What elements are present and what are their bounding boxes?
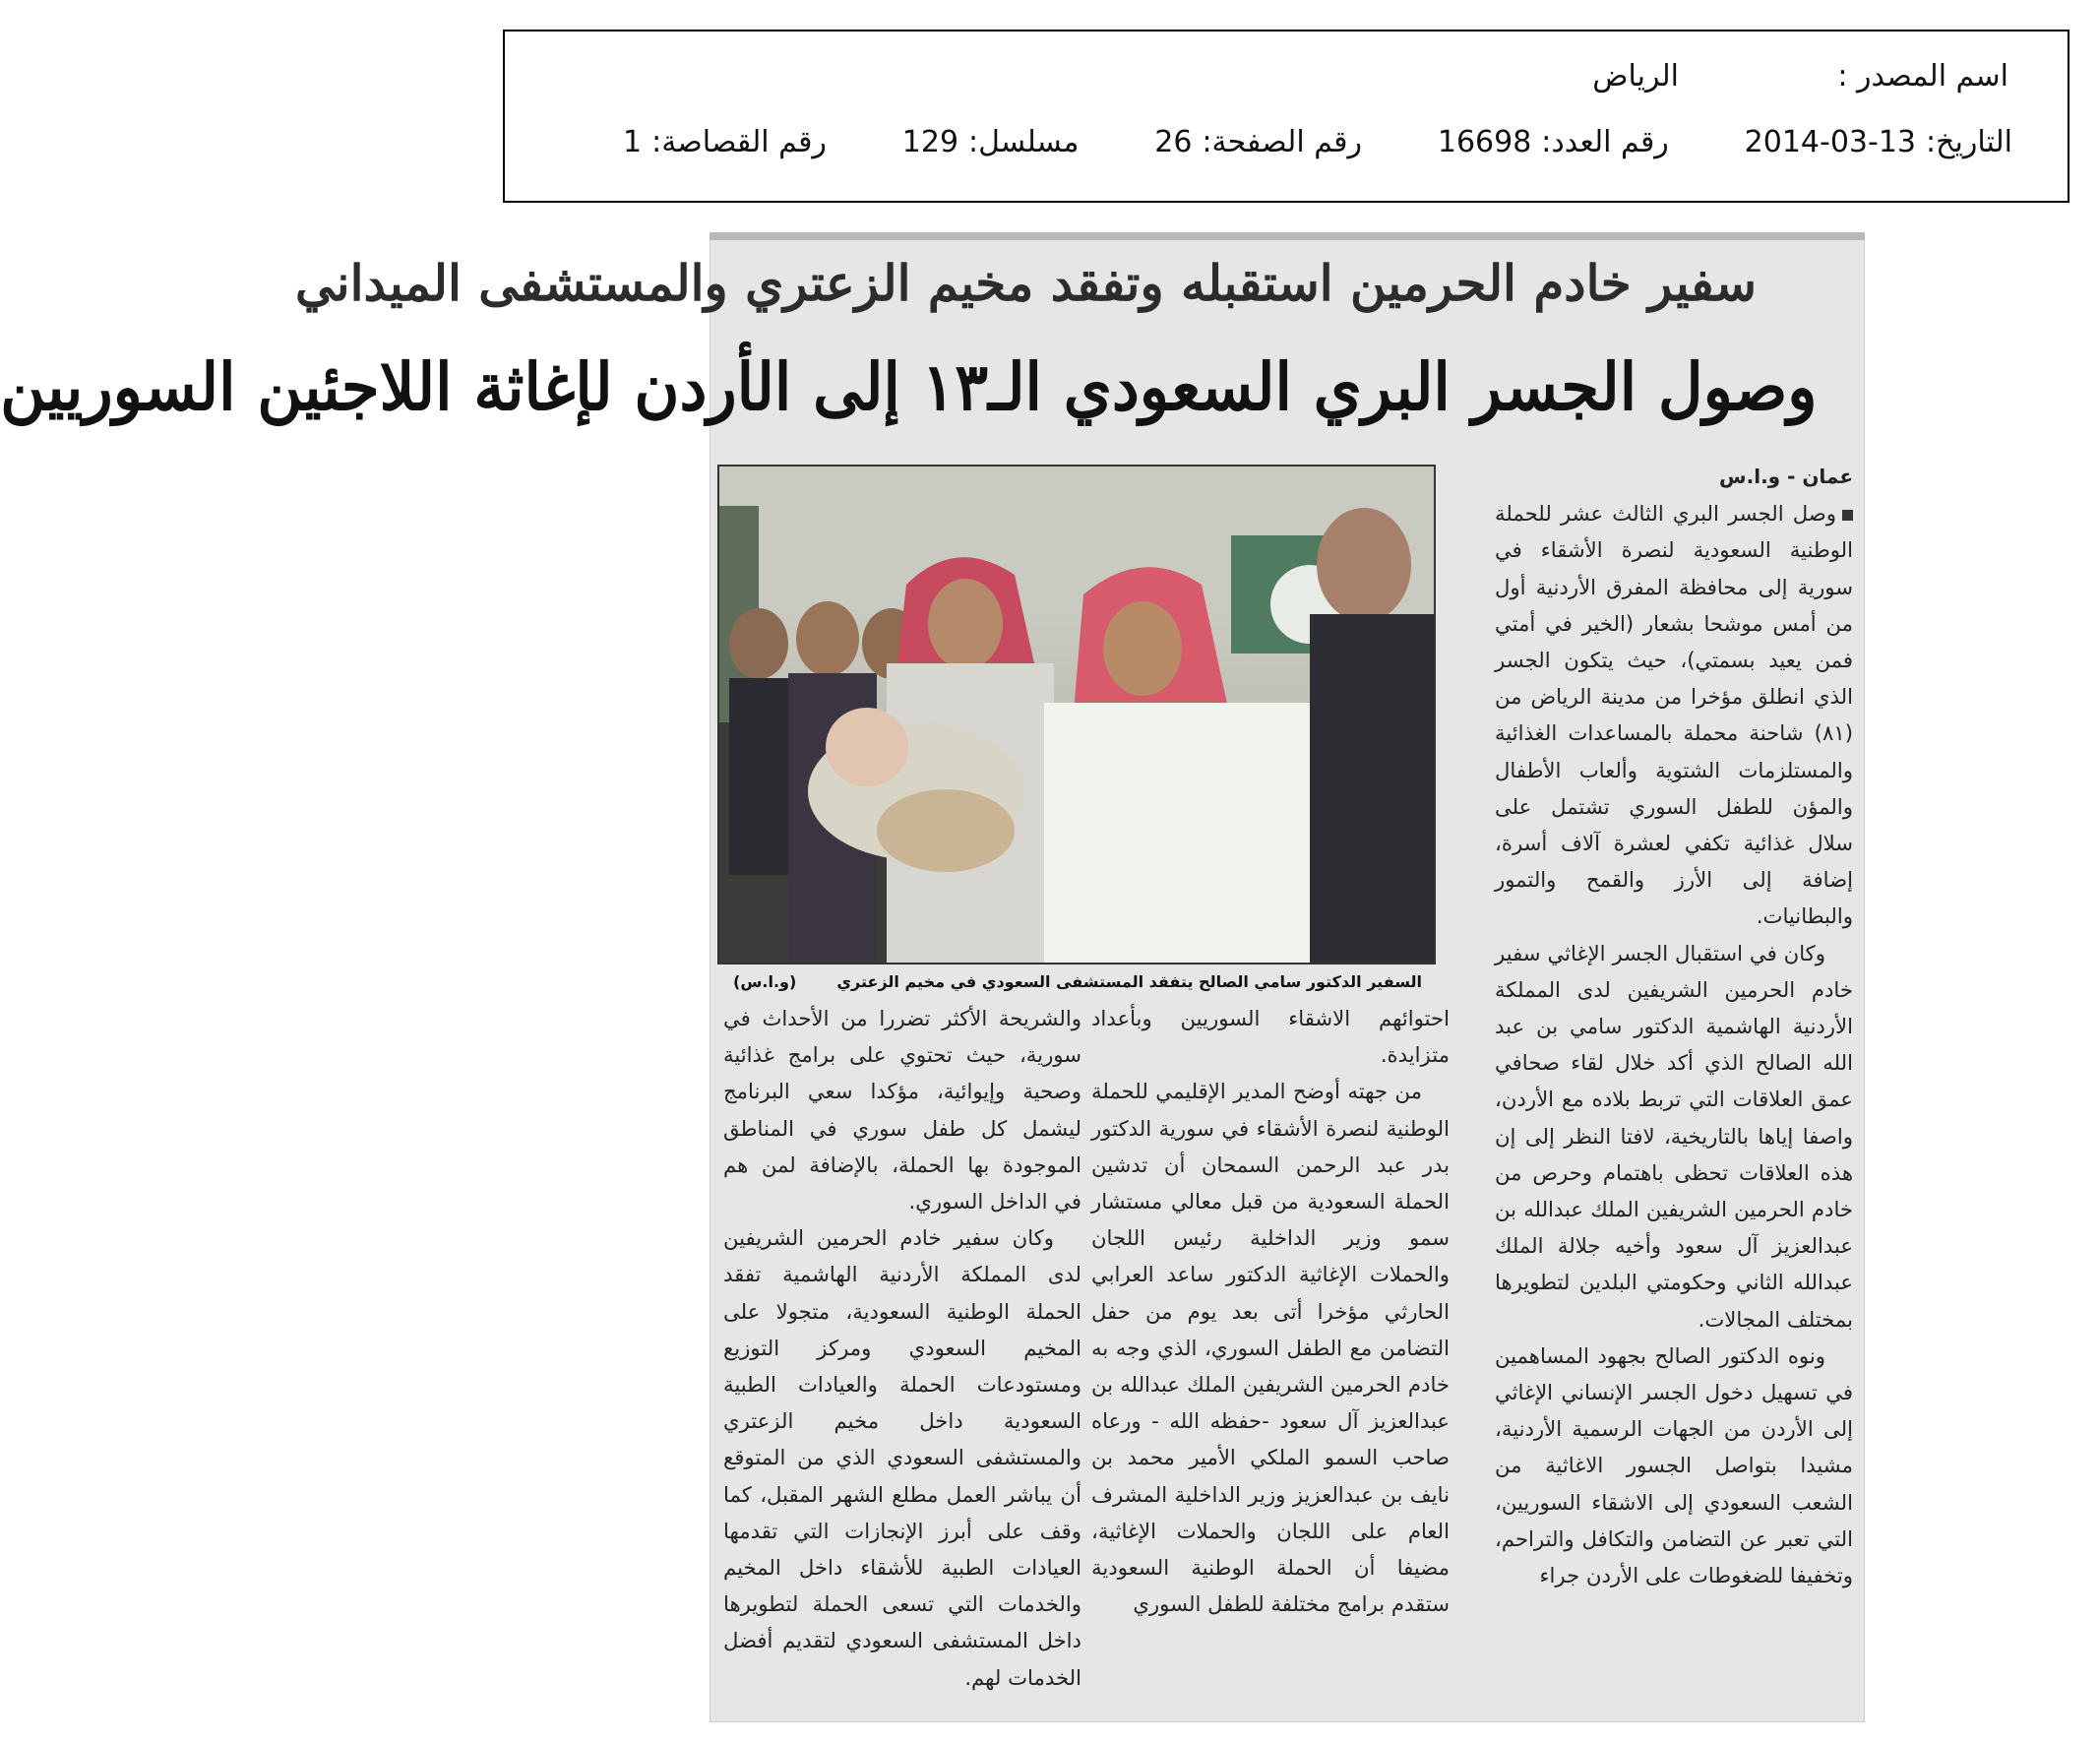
source-value: الرياض xyxy=(1592,59,1679,93)
date-field xyxy=(1745,125,2012,159)
paragraph: وصل الجسر البري الثالث عشر للحملة الوطنية السعودية لنصرة الأشقاء في سورية إلى محافظة المفرق الأردنية أول من أمس موشحا بشعار (الخير في أمتي فمن يعيد بسمتي)، حيث يتكون الجسر الذي انطلق مؤخرا من مدينة الرياض من (٨١) شاحنة محملة بالمساعدات الغذائية والمستلزمات الشتوية وألعاب الأطفال والمؤن للطفل السوري تشتمل على سلال غذائية تكفي لعشرة آلاف أسرة، إضافة إلى الأرز والقمح والتمور والبطانيات. xyxy=(1495,501,1853,929)
page-label: رقم الصفحة: xyxy=(1202,125,1362,159)
clipping-meta-row xyxy=(623,125,2012,159)
article-column-middle xyxy=(1091,1000,1450,1622)
paragraph: ونوه الدكتور الصالح بجهود المساهمين في تسهيل دخول الجسر الإنساني الإغاثي إلى الأردن من الجهات الرسمية الأردنية، مشيدا بتواصل الجسور الاغاثية من الشعب السعودي إلى الاشقاء السوريين، التي تعبر عن التضامن والتكافل والتراحم، وتخفيفا للضغوطات على الأردن جراء xyxy=(1495,1342,1853,1588)
article-subheadline: سفير خادم الحرمين استقبله وتفقد مخيم الزعتري والمستشفى الميداني xyxy=(295,254,1757,312)
article-headline: وصول الجسر البري السعودي الـ١٣ إلى الأردن لإغاثة اللاجئين السوريين xyxy=(0,348,1818,425)
newspaper-clipping xyxy=(0,232,1865,1722)
paragraph: وكان في استقبال الجسر الإغاثي سفير خادم الحرمين الشريفين لدى المملكة الأردنية الهاشمية الدكتور سامي بن عبد الله الصالح الذي أكد خلال لقاء صحافي عمق العلاقات التي تربط بلاده مع الأردن، واصفا إياها بالتاريخية، لافتا النظر إلى إن هذه العلاقات تحظى باهتمام وحرص من خادم الحرمين الشريفين الملك عبدالله بن عبدالعزيز آل سعود وأخيه جلالة الملك عبدالله الثاني وحكومتي البلدين لتطويرها بمختلف المجالات. xyxy=(1495,940,1853,1332)
issue-field xyxy=(1438,125,1669,159)
paragraph: من جهته أوضح المدير الإقليمي للحملة الوطنية لنصرة الأشقاء في سورية الدكتور بدر عبد الرحمن السمحان أن تدشين الحملة السعودية من قبل معالي مستشار سمو وزير الداخلية رئيس اللجان والحملات الإغاثية الدكتور ساعد العرابي الحارثي مؤخرا أتى بعد يوم من حفل التضامن مع الطفل السوري، الذي وجه به خادم الحرمين الشريفين الملك عبدالله بن عبدالعزيز آل سعود -حفظه الله - ورعاه صاحب السمو الملكي الأمير محمد بن نايف بن عبدالعزيز وزير الداخلية المشرف العام على اللجان والحملات الإغاثية، مضيفا أن الحملة الوطنية السعودية ستقدم برامج مختلفة للطفل السوري xyxy=(1091,1079,1450,1617)
clip-number-value: 1 xyxy=(623,125,643,159)
paragraph: احتوائهم الاشقاء السوريين وبأعداد متزايدة. xyxy=(1091,1006,1450,1068)
date-value: 2014-03-13 xyxy=(1744,125,1917,159)
article-photo xyxy=(717,465,1436,965)
source-label: اسم المصدر : xyxy=(1837,59,2008,93)
paragraph: وكان سفير خادم الحرمين الشريفين لدى المملكة الأردنية الهاشمية تفقد الحملة الوطنية السعودية، متجولا على المخيم السعودي ومركز التوزيع ومستودعات الحملة والعيادات الطبية السعودية داخل مخيم الزعتري والمستشفى السعودي الذي من المتوقع أن يباشر العمل مطلع الشهر المقبل، كما وقف على أبرز الإنجازات التي تقدمها العيادات الطبية للأشقاء داخل المخيم والخدمات التي تسعى الحملة لتطويرها داخل المستشفى السعودي لتقديم أفضل الخدمات لهم. xyxy=(723,1225,1081,1690)
clip-number-field xyxy=(623,125,827,159)
date-label: التاريخ: xyxy=(1926,125,2012,159)
article-column-right xyxy=(1495,459,1853,1593)
serial-value: 129 xyxy=(901,125,959,159)
photo-credit: (و.ا.س) xyxy=(733,972,797,991)
serial-label: مسلسل: xyxy=(968,125,1080,159)
issue-value: 16698 xyxy=(1437,125,1532,159)
clip-number-label: رقم القصاصة: xyxy=(651,125,827,159)
article-dateline: عمان - و.ا.س xyxy=(1719,465,1853,488)
page-value: 26 xyxy=(1154,125,1193,159)
article-column-left xyxy=(723,1000,1081,1696)
issue-label: رقم العدد: xyxy=(1541,125,1669,159)
paragraph: والشريحة الأكثر تضررا من الأحداث في سورية، حيث تحتوي على برامج غذائية وصحية وإيوائية، مؤكدا سعي البرنامج ليشمل كل طفل سوري في المناطق الموجودة بها الحملة، بالإضافة لمن هم في الداخل السوري. xyxy=(723,1006,1081,1214)
serial-field xyxy=(902,125,1080,159)
clipping-info-header xyxy=(503,30,2069,203)
photo-caption: السفير الدكتور سامي الصالح يتفقد المستشفى السعودي في مخيم الزعتري xyxy=(836,972,1422,991)
clipping-edge xyxy=(710,232,1865,240)
bullet-square-icon xyxy=(1842,510,1853,521)
page-field xyxy=(1154,125,1362,159)
photo-caption-line xyxy=(733,972,1422,991)
